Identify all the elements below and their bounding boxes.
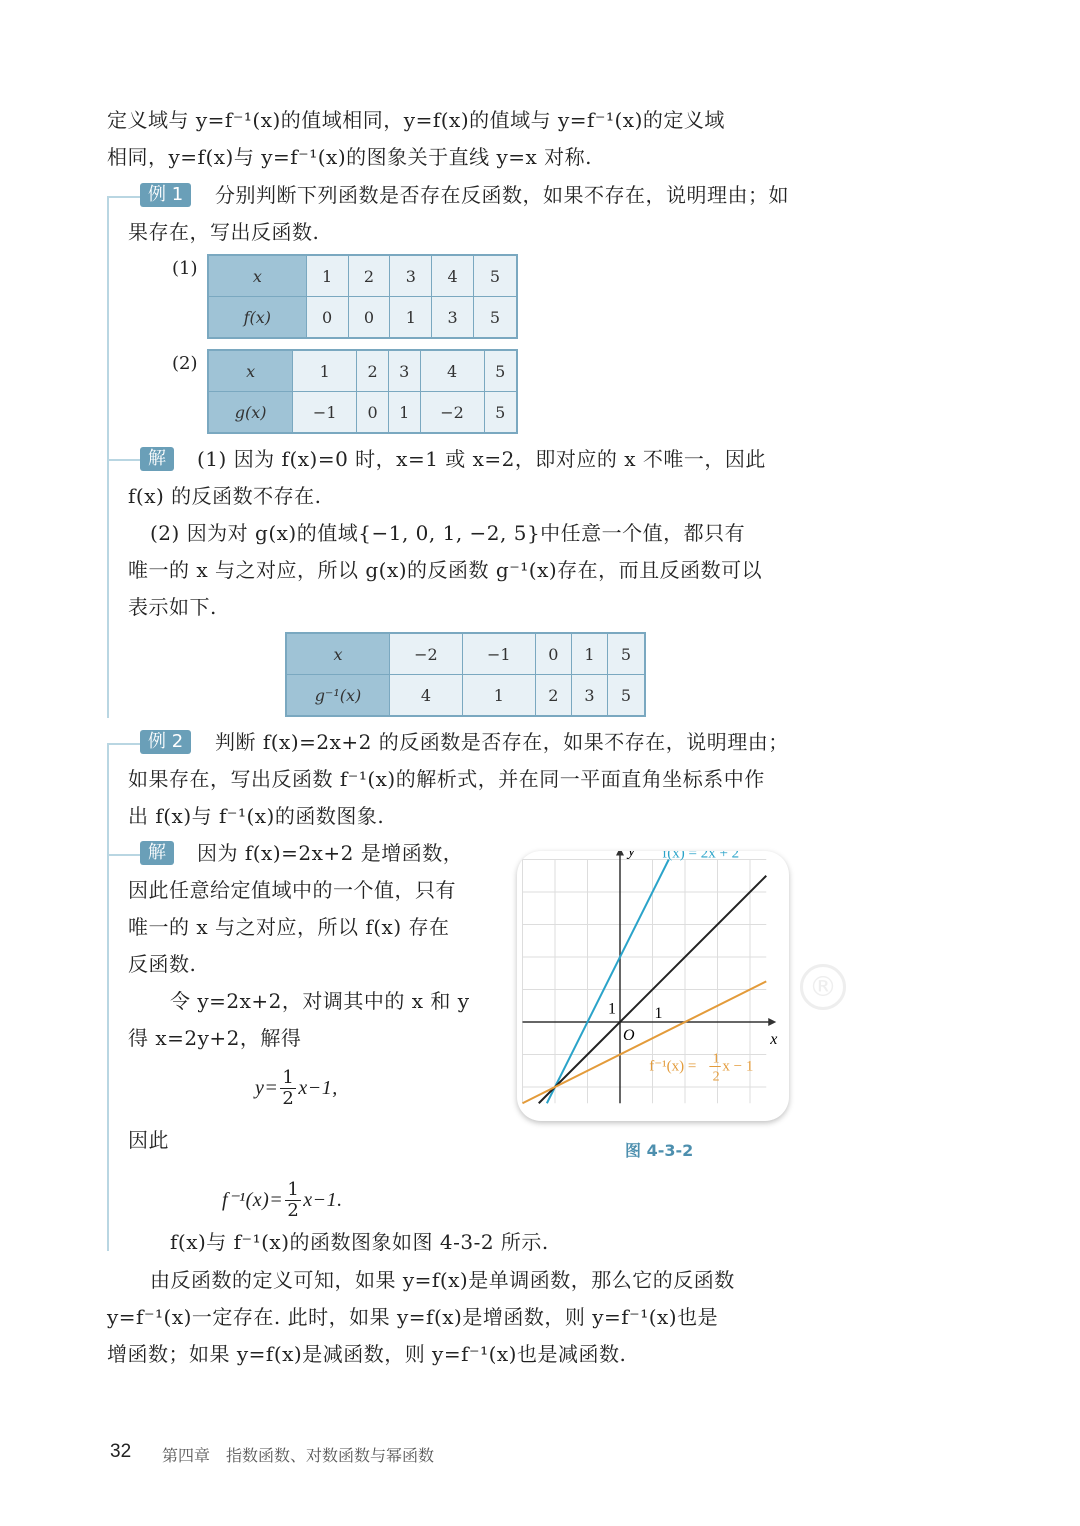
table-header-ginv: g⁻¹(x)	[286, 675, 390, 717]
eq2-left: f⁻¹(x)=	[222, 1189, 284, 1211]
equation-finv	[222, 1180, 343, 1221]
solution2-line-4: 反函数.	[128, 952, 197, 976]
solution1-line-1: (1) 因为 f(x)=0 时，x=1 或 x=2，即对应的 x 不唯一，因此	[197, 447, 766, 471]
example1-line-2: 果存在，写出反函数.	[128, 220, 320, 244]
solution2-rail-tick	[107, 854, 140, 856]
table2-label: (2)	[172, 353, 198, 374]
table-cell: 3	[432, 297, 474, 339]
table-cell: −2	[390, 633, 463, 675]
table-cell: 4	[432, 255, 474, 297]
conclusion-line-3: 增函数；如果 y=f(x)是减函数，则 y=f⁻¹(x)也是减函数.	[107, 1342, 627, 1366]
eq1-den: 2	[282, 1088, 295, 1109]
table-cell: 5	[607, 675, 645, 717]
example2-line-1: 判断 f(x)=2x+2 的反函数是否存在，如果不存在，说明理由；	[215, 730, 789, 754]
y-tick-label: 1	[608, 1000, 616, 1018]
example2-rail	[107, 743, 109, 1251]
table1-label: (1)	[172, 258, 198, 279]
solution2-line-2: 因此任意给定值域中的一个值，只有	[128, 878, 456, 902]
intro-line-2: 相同，y=f(x)与 y=f⁻¹(x)的图象关于直线 y=x 对称.	[107, 145, 593, 169]
table-header-x: x	[208, 255, 306, 297]
solution1-line-4: 唯一的 x 与之对应，所以 g(x)的反函数 g⁻¹(x)存在，而且反函数可以	[128, 558, 763, 582]
table-header-x: x	[286, 633, 390, 675]
therefore-text: 因此	[128, 1128, 169, 1152]
solution2-line-3: 唯一的 x 与之对应，所以 f(x) 存在	[128, 915, 450, 939]
example2-rail-top	[107, 743, 140, 745]
example2-badge: 例 2	[140, 730, 191, 754]
table-cell: 3	[390, 255, 432, 297]
table-cell: 0	[306, 297, 348, 339]
table-cell: 1	[388, 392, 420, 434]
table-cell: −1	[462, 633, 535, 675]
solution1-line-5: 表示如下.	[128, 595, 217, 619]
table-cell: 0	[348, 297, 390, 339]
table-cell: 4	[420, 350, 484, 392]
page-number: 32	[110, 1441, 132, 1462]
finv-label-den: 2	[712, 1069, 720, 1085]
solution1-line-3: (2) 因为对 g(x)的值域{−1, 0, 1, −2, 5}中任意一个值，都只有	[150, 521, 746, 545]
table-cell: −1	[293, 392, 357, 434]
eq1-num: 1	[282, 1067, 295, 1088]
table-cell: 1	[571, 633, 607, 675]
finv-label-suffix: x − 1	[722, 1058, 754, 1075]
eq2-num: 1	[287, 1179, 300, 1200]
table-cell: 2	[357, 350, 389, 392]
table-cell: 5	[484, 350, 517, 392]
x-axis-arrow-icon	[768, 1018, 776, 1026]
table-cell: 5	[484, 392, 517, 434]
table-cell: 1	[462, 675, 535, 717]
x-axis-label: x	[770, 1031, 778, 1048]
table-cell: 1	[306, 255, 348, 297]
table-cell: 0	[357, 392, 389, 434]
eq2-den: 2	[287, 1200, 300, 1221]
table-header-fx: f(x)	[208, 297, 306, 339]
example1-rail-top	[107, 196, 140, 198]
finv-label-prefix: f⁻¹(x) =	[649, 1058, 697, 1075]
eq2-fraction	[285, 1180, 301, 1221]
f-line-label: f(x) = 2x + 2	[662, 851, 740, 862]
chapter-title: 第四章 指数函数、对数函数与幂函数	[162, 1446, 435, 1465]
table-cell: 3	[571, 675, 607, 717]
table-cell: 4	[390, 675, 463, 717]
solution2-line-6: 得 x=2y+2，解得	[128, 1026, 302, 1050]
figure-caption: 图 4-3-2	[625, 1141, 694, 1160]
closing-line: f(x)与 f⁻¹(x)的函数图象如图 4-3-2 所示.	[170, 1230, 549, 1254]
example1-rail	[107, 196, 109, 718]
table-cell: 1	[390, 297, 432, 339]
solution2-line-5: 令 y=2x+2，对调其中的 x 和 y	[170, 989, 470, 1013]
table-cell: 5	[474, 297, 517, 339]
example2-line-2: 如果存在，写出反函数 f⁻¹(x)的解析式，并在同一平面直角坐标系中作	[128, 767, 765, 791]
eq1-fraction	[280, 1068, 296, 1109]
table-cell: 1	[293, 350, 357, 392]
origin-label: O	[623, 1027, 635, 1044]
table-cell: 2	[348, 255, 390, 297]
eq1-right: x−1,	[298, 1077, 338, 1099]
conclusion-line-2: y=f⁻¹(x)一定存在. 此时，如果 y=f(x)是增函数，则 y=f⁻¹(x)也是	[107, 1305, 719, 1329]
x-tick-label: 1	[654, 1005, 663, 1022]
function-graph	[517, 851, 789, 1121]
table-cell: 5	[474, 255, 517, 297]
y-axis-arrow-icon	[616, 851, 624, 856]
table-cell: 5	[607, 633, 645, 675]
example1-badge: 例 1	[140, 183, 191, 207]
solution2-line-1: 因为 f(x)=2x+2 是增函数，	[197, 841, 464, 865]
table-cell: 2	[535, 675, 571, 717]
table-header-x: x	[208, 350, 293, 392]
solution1-rail-tick	[107, 459, 140, 461]
solution2-badge: 解	[140, 841, 174, 865]
series-line-2	[523, 981, 767, 1103]
eq2-right: x−1.	[303, 1189, 343, 1211]
table-cell: −2	[420, 392, 484, 434]
table-g-inverse	[285, 632, 646, 717]
table-f	[207, 254, 518, 339]
solution1-badge: 解	[140, 447, 174, 471]
table-g	[207, 349, 518, 434]
y-axis-label: y	[628, 851, 636, 860]
table-header-gx: g(x)	[208, 392, 293, 434]
equation-y	[255, 1068, 338, 1109]
example1-line-1: 分别判断下列函数是否存在反函数，如果不存在，说明理由；如	[215, 183, 789, 207]
finv-label-num: 1	[712, 1051, 720, 1067]
example2-line-3: 出 f(x)与 f⁻¹(x)的函数图象.	[128, 804, 385, 828]
figure-card	[517, 851, 789, 1121]
intro-line-1: 定义域与 y=f⁻¹(x)的值域相同，y=f(x)的值域与 y=f⁻¹(x)的定义域	[107, 108, 725, 132]
registered-mark-icon: ®	[800, 964, 846, 1010]
table-cell: 3	[388, 350, 420, 392]
table-cell: 0	[535, 633, 571, 675]
eq1-left: y=	[255, 1077, 279, 1099]
solution1-line-2: f(x) 的反函数不存在.	[128, 484, 322, 508]
conclusion-line-1: 由反函数的定义可知，如果 y=f(x)是单调函数，那么它的反函数	[150, 1268, 735, 1292]
